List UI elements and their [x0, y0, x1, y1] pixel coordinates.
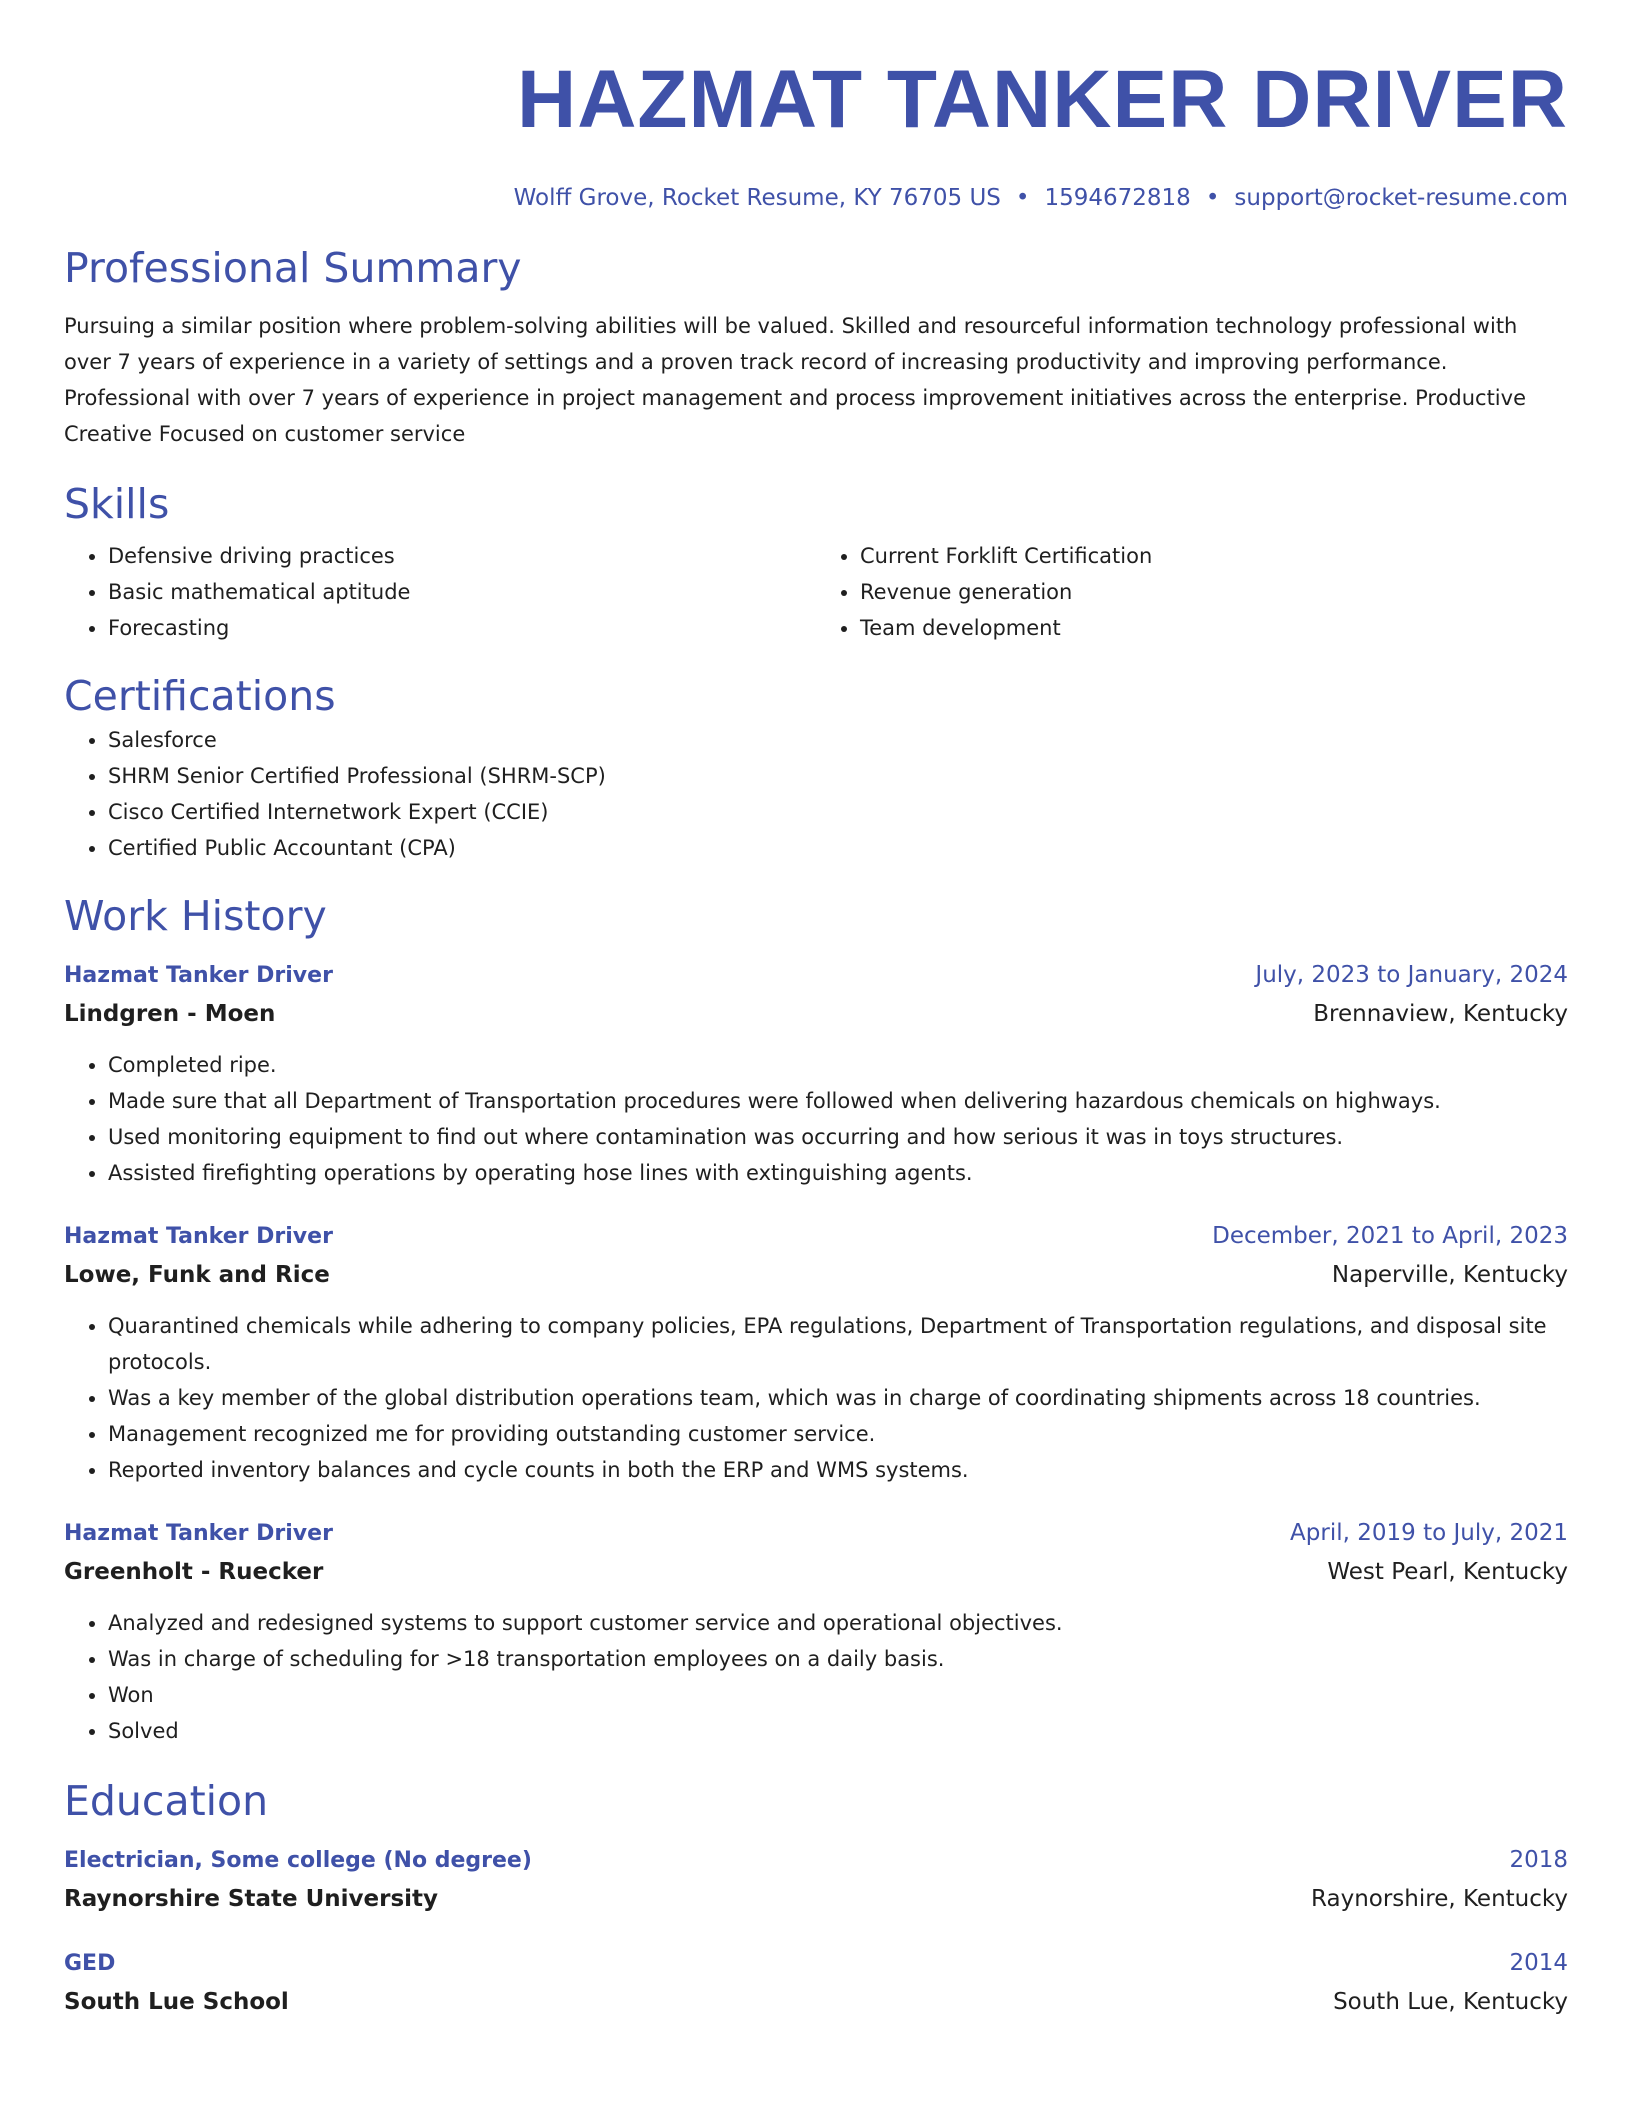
job-entry — [64, 956, 1568, 1191]
school-location: Raynorshire, Kentucky — [1311, 1886, 1568, 1912]
job-duties — [64, 1308, 1568, 1488]
skill-item: • Team development — [860, 610, 1568, 646]
skill-item: • Basic mathematical aptitude — [108, 574, 816, 610]
job-entry — [64, 1217, 1568, 1488]
certifications-list — [64, 722, 1568, 866]
duty-item: • Completed ripe. — [108, 1047, 1568, 1083]
certification-item: • Cisco Certified Internetwork Expert (CCIE) — [108, 794, 1568, 830]
duty-item: • Was a key member of the global distribution operations team, which was in charge of coordinating shipments across 18 countries. — [108, 1380, 1568, 1416]
job-dates: December, 2021 to April, 2023 — [1212, 1223, 1568, 1249]
certification-item: • Certified Public Accountant (CPA) — [108, 830, 1568, 866]
skills-heading: Skills — [64, 480, 170, 528]
company-name: Lowe, Funk and Rice — [64, 1262, 330, 1288]
summary-text: Pursuing a similar position where problem-solving abilities will be valued. Skilled and resourceful information technology professional with over 7 years of experience in a variety of settings and a proven track record of increasing productivity and improving performance. Professional with over 7 years of experience in project management and process improvement initiatives across the enterprise. Productive Creative Focused on customer service — [64, 314, 1526, 446]
contact-address: Wolff Grove, Rocket Resume, KY 76705 US — [513, 185, 1001, 211]
resume-name: HAZMAT TANKER DRIVER — [516, 54, 1568, 145]
duty-item: • Analyzed and redesigned systems to support customer service and operational objectives. — [108, 1605, 1568, 1641]
job-location: Naperville, Kentucky — [1331, 1262, 1568, 1288]
graduation-year: 2018 — [1509, 1847, 1568, 1873]
job-location: Brennaview, Kentucky — [1313, 1001, 1568, 1027]
duty-item: • Won — [108, 1677, 1568, 1713]
job-dates: April, 2019 to July, 2021 — [1290, 1520, 1568, 1546]
skill-item: • Current Forklift Certification — [860, 538, 1568, 574]
skills-column-right — [816, 538, 1568, 646]
duty-item: • Used monitoring equipment to find out where contamination was occurring and how serious it was in toys structures. — [108, 1119, 1568, 1155]
education-entry — [64, 1944, 1568, 2021]
job-title: Hazmat Tanker Driver — [64, 963, 333, 988]
certifications-heading: Certifications — [64, 672, 336, 720]
certification-item: • SHRM Senior Certified Professional (SHRM-SCP) — [108, 758, 1568, 794]
contact-separator: • — [1205, 185, 1220, 211]
job-entry — [64, 1514, 1568, 1749]
job-location: West Pearl, Kentucky — [1327, 1559, 1568, 1585]
duty-item: • Made sure that all Department of Transportation procedures were followed when delivering hazardous chemicals on highways. — [108, 1083, 1568, 1119]
skill-item: • Forecasting — [108, 610, 816, 646]
contact-line — [64, 184, 1568, 212]
resume-header — [64, 52, 1568, 212]
school-name: South Lue School — [64, 1989, 289, 2015]
job-duties — [64, 1047, 1568, 1191]
duty-item: • Quarantined chemicals while adhering to company policies, EPA regulations, Department of Transportation regulations, and disposal site protocols. — [108, 1308, 1568, 1380]
duty-item: • Management recognized me for providing outstanding customer service. — [108, 1416, 1568, 1452]
job-dates: July, 2023 to January, 2024 — [1255, 962, 1568, 988]
company-name: Lindgren - Moen — [64, 1001, 276, 1027]
skills-column-left — [64, 538, 816, 646]
degree-name: GED — [64, 1951, 116, 1976]
duty-item: • Assisted firefighting operations by operating hose lines with extinguishing agents. — [108, 1155, 1568, 1191]
duty-item: • Solved — [108, 1713, 1568, 1749]
degree-name: Electrician, Some college (No degree) — [64, 1848, 532, 1873]
education-entry — [64, 1841, 1568, 1918]
education-heading: Education — [64, 1777, 269, 1825]
contact-separator: • — [1015, 185, 1030, 211]
certification-item: • Salesforce — [108, 722, 1568, 758]
job-title: Hazmat Tanker Driver — [64, 1224, 333, 1249]
school-location: South Lue, Kentucky — [1333, 1989, 1568, 2015]
work-history-heading: Work History — [64, 892, 327, 940]
contact-phone: 1594672818 — [1044, 185, 1191, 211]
graduation-year: 2014 — [1509, 1950, 1568, 1976]
summary-heading: Professional Summary — [64, 244, 522, 292]
job-duties — [64, 1605, 1568, 1749]
school-name: Raynorshire State University — [64, 1886, 439, 1912]
job-title: Hazmat Tanker Driver — [64, 1521, 333, 1546]
company-name: Greenholt - Ruecker — [64, 1559, 324, 1585]
skill-item: • Defensive driving practices — [108, 538, 816, 574]
duty-item: • Was in charge of scheduling for >18 transportation employees on a daily basis. — [108, 1641, 1568, 1677]
skill-item: • Revenue generation — [860, 574, 1568, 610]
duty-item: • Reported inventory balances and cycle counts in both the ERP and WMS systems. — [108, 1452, 1568, 1488]
contact-email: support@rocket-resume.com — [1234, 185, 1568, 211]
skills-list — [64, 538, 1568, 646]
